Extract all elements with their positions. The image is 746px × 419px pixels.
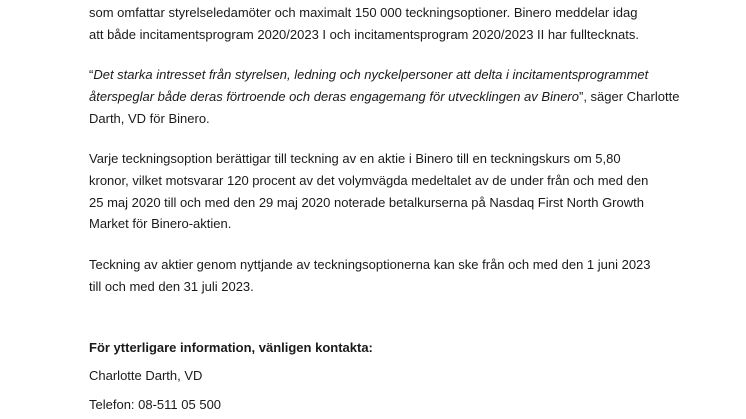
text-line: att både incitamentsprogram 2020/2023 I och incitamentsprogram 2020/2023 II har fulltecknats. xyxy=(89,26,639,42)
quote-attribution-line: Darth, VD för Binero. xyxy=(89,110,210,126)
paragraph-option-terms xyxy=(89,148,679,235)
quote-line xyxy=(89,64,679,86)
text-line: som omfattar styrelseledamöter och maximalt 150 000 teckningsoptioner. Binero meddelar idag xyxy=(89,5,638,20)
quote-line xyxy=(89,86,679,108)
text-line: Teckning av aktier genom nyttjande av teckningsoptionerna kan ske från och med den 1 juni 2023 xyxy=(89,257,651,272)
text-line: kronor, vilket motsvarar 120 procent av det volymvägda medeltalet av de under från och med den xyxy=(89,172,649,188)
paragraph-subscription-period xyxy=(89,254,679,298)
text-line: till och med den 31 juli 2023. xyxy=(89,278,254,294)
open-quote-mark: “ xyxy=(89,67,94,82)
quote-text: återspeglar både deras förtroende och deras engagemang för utvecklingen av Binero xyxy=(89,88,579,104)
paragraph-ceo-quote xyxy=(89,64,679,129)
text-line: Market för Binero-aktien. xyxy=(89,216,232,232)
quote-attribution: , säger Charlotte xyxy=(583,88,680,104)
text-line: Varje teckningsoption berättigar till teckning av en aktie i Binero till en teckningskurs om 5,80 xyxy=(89,151,621,166)
paragraph-program-summary xyxy=(89,2,679,46)
contact-name: Charlotte Darth, VD xyxy=(89,368,203,383)
contact-heading: För ytterligare information, vänligen kontakta: xyxy=(89,340,373,355)
text-line: 25 maj 2020 till och med den 29 maj 2020 noterade betalkurserna på Nasdaq First North Growth xyxy=(89,194,644,210)
close-quote-mark: ” xyxy=(578,88,584,104)
quote-text: Det starka intresset från styrelsen, ledning och nyckelpersoner att delta i incitamentsprogrammet xyxy=(93,67,649,82)
contact-phone: Telefon: 08-511 05 500 xyxy=(89,397,222,412)
